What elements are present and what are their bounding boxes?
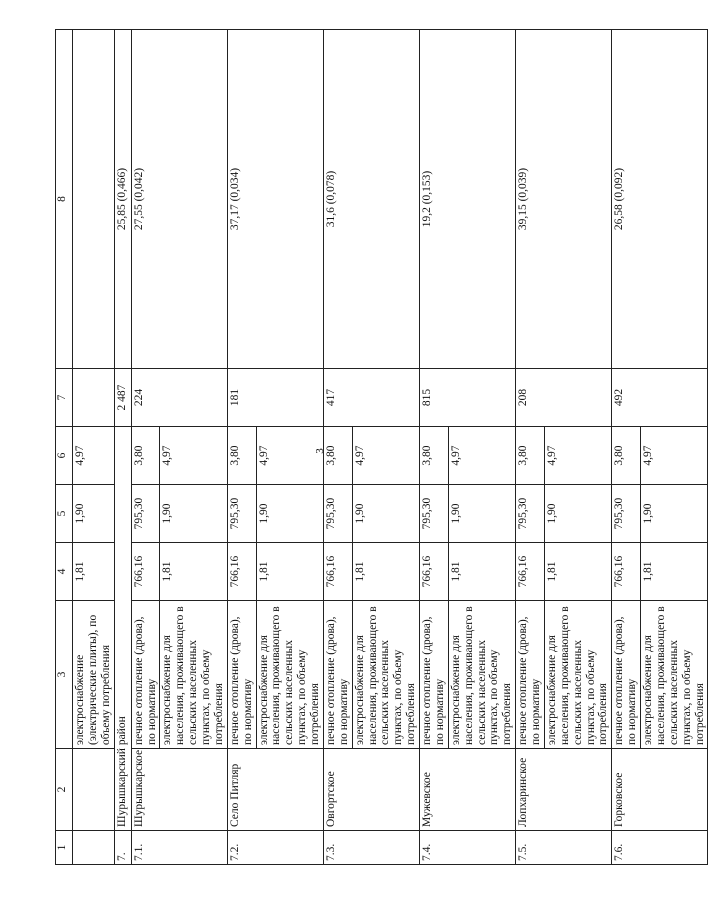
header-cell: 7 bbox=[56, 369, 73, 427]
value-cell: 3,80 bbox=[131, 427, 160, 485]
value-cell: 4,97 bbox=[448, 427, 515, 485]
tariff-table bbox=[55, 29, 708, 865]
service-cell: электроснабжение для населения, проживающего в сельских населенных пунктах, по объему потребления bbox=[448, 601, 515, 749]
settlement-name: Село Питляр bbox=[227, 749, 323, 831]
settlement-name: Мужевское bbox=[420, 749, 516, 831]
service-cell: электроснабжение (электрические плиты), по объему потребления bbox=[73, 601, 115, 749]
value-cell: 766,16 bbox=[612, 543, 641, 601]
value-cell: 181 bbox=[227, 369, 323, 427]
header-cell: 3 bbox=[56, 601, 73, 749]
settlement-name: Овгортское bbox=[323, 749, 419, 831]
settlement-name: Лопхаринское bbox=[516, 749, 612, 831]
value-cell: 26,58 (0,092) bbox=[612, 30, 708, 369]
region-row bbox=[114, 30, 131, 865]
value-cell: 4,97 bbox=[544, 427, 611, 485]
service-cell: печное отопление (дрова), по нормативу bbox=[227, 601, 256, 749]
value-cell: 766,16 bbox=[131, 543, 160, 601]
service-cell: печное отопление (дрова), по нормативу bbox=[131, 601, 160, 749]
value-cell: 4,97 bbox=[73, 427, 115, 485]
settlement-row bbox=[612, 30, 641, 865]
row-number: 7.1. bbox=[131, 831, 227, 865]
value-cell: 4,97 bbox=[641, 427, 708, 485]
service-cell: электроснабжение для населения, проживающего в сельских населенных пунктах, по объему потребления bbox=[352, 601, 419, 749]
header-cell: 8 bbox=[56, 30, 73, 369]
page-number: 3 bbox=[314, 448, 326, 454]
value-cell: 4,97 bbox=[256, 427, 323, 485]
value-cell: 795,30 bbox=[516, 485, 545, 543]
header-row bbox=[56, 30, 73, 865]
value-cell: 1,81 bbox=[448, 543, 515, 601]
value-cell: 3,80 bbox=[420, 427, 449, 485]
value-cell: 1,81 bbox=[73, 543, 115, 601]
row-number: 7.3. bbox=[323, 831, 419, 865]
value-cell: 19,2 (0,153) bbox=[420, 30, 516, 369]
value-cell: 795,30 bbox=[131, 485, 160, 543]
value-cell: 417 bbox=[323, 369, 419, 427]
row-number: 7.6. bbox=[612, 831, 708, 865]
settlement-row bbox=[420, 30, 449, 865]
value-cell: 31,6 (0,078) bbox=[323, 30, 419, 369]
header-cell: 2 bbox=[56, 749, 73, 831]
value-cell: 795,30 bbox=[227, 485, 256, 543]
service-cell: печное отопление (дрова), по нормативу bbox=[516, 601, 545, 749]
value-cell: 39,15 (0,039) bbox=[516, 30, 612, 369]
settlement-name: Шурышкарское bbox=[131, 749, 227, 831]
value-cell: 815 bbox=[420, 369, 516, 427]
row-number: 7.4. bbox=[420, 831, 516, 865]
value-cell: 1,81 bbox=[352, 543, 419, 601]
row-number: 7.5. bbox=[516, 831, 612, 865]
value-cell: 1,90 bbox=[448, 485, 515, 543]
value-cell: 492 bbox=[612, 369, 708, 427]
value-cell: 1,90 bbox=[641, 485, 708, 543]
region-name: Шурышкарский район bbox=[114, 427, 131, 831]
settlement-row bbox=[516, 30, 545, 865]
continuation-row bbox=[73, 30, 115, 865]
value-cell: 1,90 bbox=[352, 485, 419, 543]
row-number: 7.2. bbox=[227, 831, 323, 865]
value-cell: 766,16 bbox=[516, 543, 545, 601]
settlement-row bbox=[131, 30, 160, 865]
value-cell: 795,30 bbox=[612, 485, 641, 543]
header-cell: 4 bbox=[56, 543, 73, 601]
value-cell: 1,90 bbox=[160, 485, 227, 543]
value-cell: 766,16 bbox=[323, 543, 352, 601]
header-cell: 5 bbox=[56, 485, 73, 543]
value-cell: 4,97 bbox=[352, 427, 419, 485]
service-cell: электроснабжение для населения, проживающего в сельских населенных пунктах, по объему потребления bbox=[544, 601, 611, 749]
value-cell: 25,85 (0,466) bbox=[114, 30, 131, 369]
value-cell: 795,30 bbox=[420, 485, 449, 543]
settlement-row bbox=[227, 30, 256, 865]
value-cell: 1,90 bbox=[256, 485, 323, 543]
value-cell: 3,80 bbox=[323, 427, 352, 485]
header-cell: 1 bbox=[56, 831, 73, 865]
value-cell: 1,81 bbox=[641, 543, 708, 601]
value-cell: 795,30 bbox=[323, 485, 352, 543]
value-cell: 3,80 bbox=[612, 427, 641, 485]
settlement-row bbox=[323, 30, 352, 865]
settlement-name: Горковское bbox=[612, 749, 708, 831]
service-cell: печное отопление (дрова), по нормативу bbox=[612, 601, 641, 749]
value-cell: 1,90 bbox=[73, 485, 115, 543]
service-cell: печное отопление (дрова), по нормативу bbox=[420, 601, 449, 749]
value-cell: 766,16 bbox=[227, 543, 256, 601]
header-cell: 6 bbox=[56, 427, 73, 485]
value-cell: 3,80 bbox=[227, 427, 256, 485]
value-cell: 1,90 bbox=[544, 485, 611, 543]
service-cell: электроснабжение для населения, проживающего в сельских населенных пунктах, по объему потребления bbox=[256, 601, 323, 749]
value-cell: 208 bbox=[516, 369, 612, 427]
value-cell: 4,97 bbox=[160, 427, 227, 485]
value-cell: 1,81 bbox=[256, 543, 323, 601]
service-cell: электроснабжение для населения, проживающего в сельских населенных пунктах, по объему потребления bbox=[641, 601, 708, 749]
value-cell: 766,16 bbox=[420, 543, 449, 601]
value-cell: 27,55 (0,042) bbox=[131, 30, 227, 369]
rotated-table-sheet bbox=[55, 30, 706, 865]
service-cell: электроснабжение для населения, проживающего в сельских населенных пунктах, по объему потребления bbox=[160, 601, 227, 749]
value-cell: 37,17 (0,034) bbox=[227, 30, 323, 369]
value-cell: 2 487 bbox=[114, 369, 131, 427]
service-cell: печное отопление (дрова), по нормативу bbox=[323, 601, 352, 749]
row-number: 7. bbox=[114, 831, 131, 865]
value-cell: 1,81 bbox=[544, 543, 611, 601]
value-cell: 3,80 bbox=[516, 427, 545, 485]
value-cell: 224 bbox=[131, 369, 227, 427]
value-cell: 1,81 bbox=[160, 543, 227, 601]
